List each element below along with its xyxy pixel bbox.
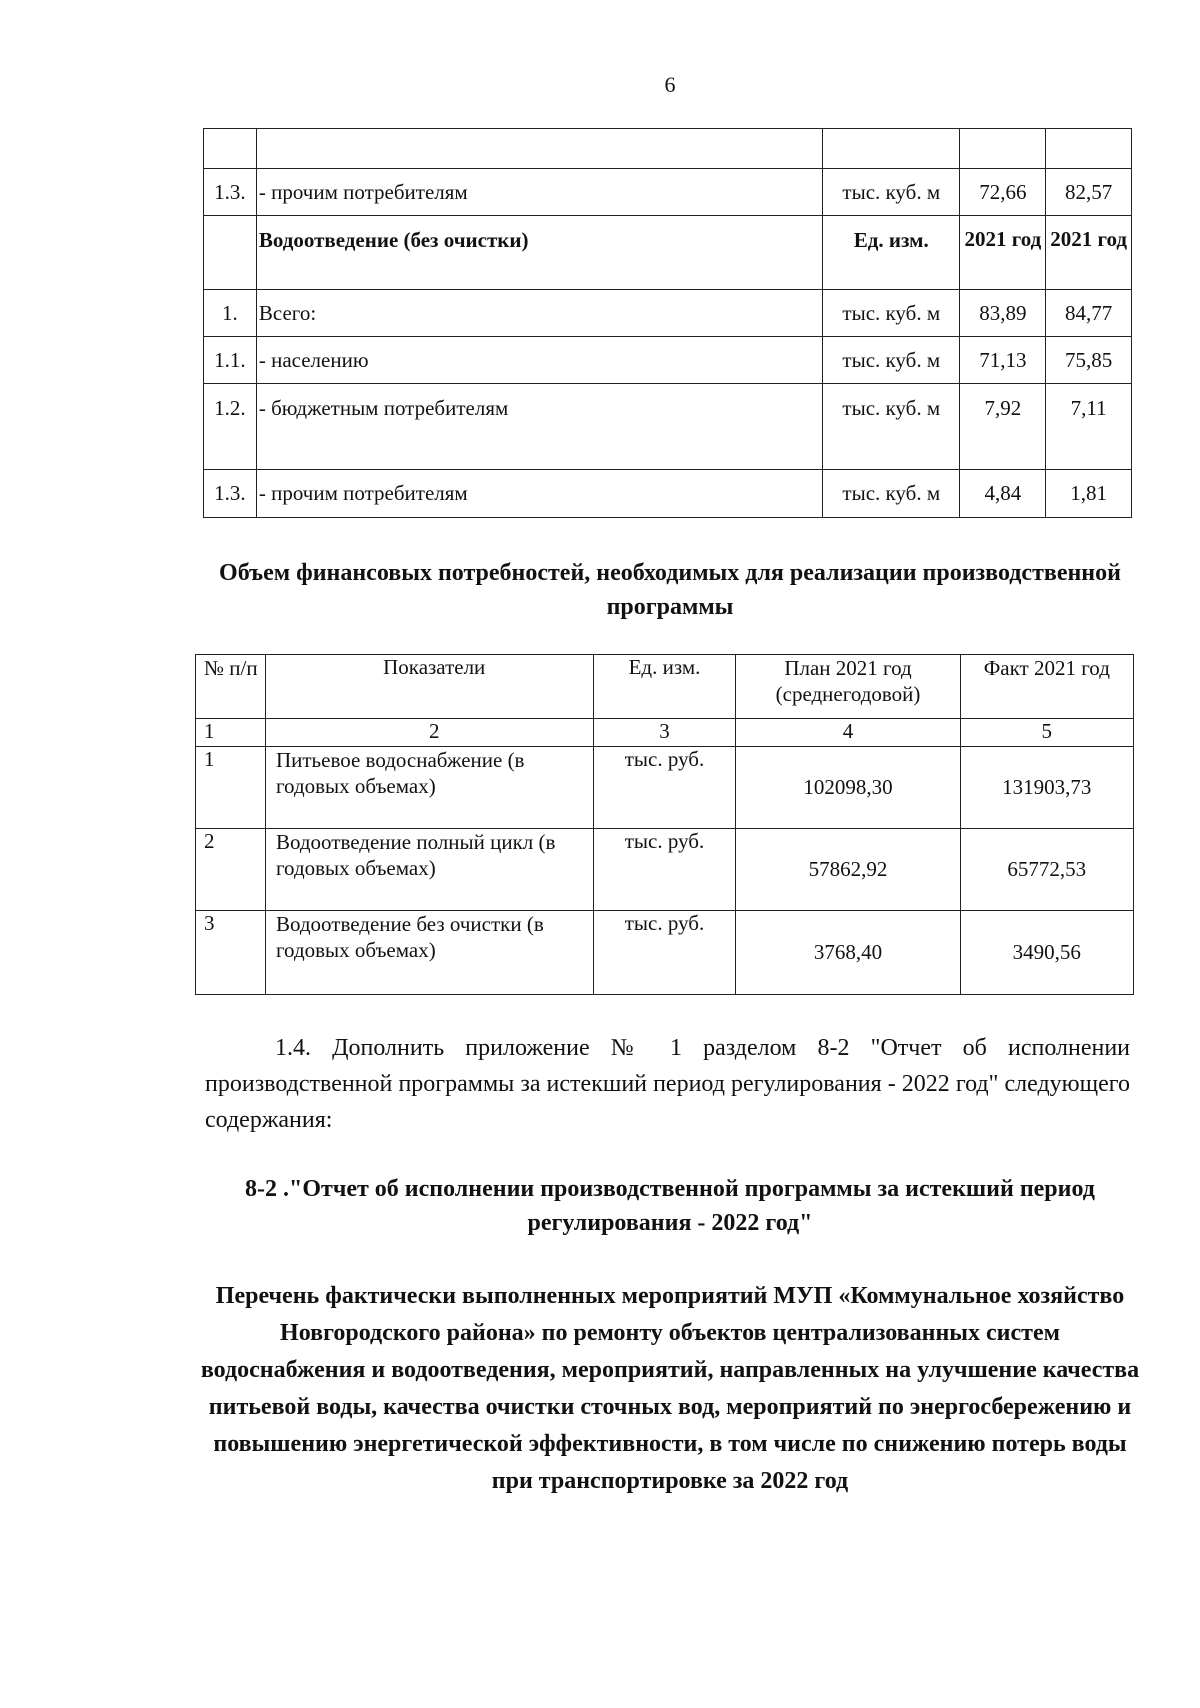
- section-title: Водоотведение (без очистки): [256, 216, 822, 290]
- row-name: - прочим потребителям: [256, 470, 822, 518]
- row-value-fact: 1,81: [1046, 470, 1132, 518]
- row-number: [204, 216, 257, 290]
- header-plan: План 2021 год (среднегодовой): [736, 655, 960, 719]
- table-row: [204, 384, 1132, 470]
- amendment-paragraph: [205, 1030, 1130, 1138]
- unit-header: Ед. изм.: [823, 216, 960, 290]
- table-row: [204, 129, 1132, 169]
- table-row: [204, 337, 1132, 384]
- row-number: 1.3.: [204, 169, 257, 216]
- row-plan-value: 102098,30: [736, 747, 960, 829]
- row-value-fact: 75,85: [1046, 337, 1132, 384]
- row-number: 2: [196, 829, 266, 911]
- amendment-text: 1.4. Дополнить приложение № 1 разделом 8-2 "Отчет об исполнении производственной программы за истекший период регулирования - 2022 год" следующего содержания:: [205, 1035, 1130, 1133]
- column-number: 5: [960, 719, 1133, 747]
- row-name: - прочим потребителям: [256, 169, 822, 216]
- row-number: 3: [196, 911, 266, 995]
- page-number: 6: [664, 72, 676, 97]
- row-value-fact: 84,77: [1046, 290, 1132, 337]
- table-row: [204, 470, 1132, 518]
- row-fact-value: 3490,56: [960, 911, 1133, 995]
- column-number: 1: [196, 719, 266, 747]
- column-number: 3: [593, 719, 736, 747]
- row-name: Водоотведение без очистки (в годовых объемах): [265, 911, 593, 995]
- row-number: 1.3.: [204, 470, 257, 518]
- table-cell: [204, 129, 257, 169]
- column-number-row: [196, 719, 1134, 747]
- row-value-plan: 83,89: [960, 290, 1046, 337]
- row-unit: тыс. руб.: [593, 911, 736, 995]
- section-8-2-heading: 8-2 ."Отчет об исполнении производственной программы за истекший период регулирования - 2022 год": [245, 1176, 1095, 1236]
- table-row: [196, 911, 1134, 995]
- row-value-plan: 72,66: [960, 169, 1046, 216]
- header-unit: Ед. изм.: [593, 655, 736, 719]
- row-value-fact: 82,57: [1046, 169, 1132, 216]
- row-plan-value: 57862,92: [736, 829, 960, 911]
- row-value-plan: 4,84: [960, 470, 1046, 518]
- row-name: Питьевое водоснабжение (в годовых объемах): [265, 747, 593, 829]
- row-name: - бюджетным потребителям: [256, 384, 822, 470]
- table-cell: [1046, 129, 1132, 169]
- header-number: № п/п: [196, 655, 266, 719]
- row-number: 1.: [204, 290, 257, 337]
- column-number: 2: [265, 719, 593, 747]
- row-unit: тыс. куб. м: [823, 290, 960, 337]
- row-value-plan: 7,92: [960, 384, 1046, 470]
- table-cell: [960, 129, 1046, 169]
- row-value-fact: 7,11: [1046, 384, 1132, 470]
- header-fact: Факт 2021 год: [960, 655, 1133, 719]
- row-unit: тыс. куб. м: [823, 169, 960, 216]
- table-row: [196, 829, 1134, 911]
- row-name: - населению: [256, 337, 822, 384]
- row-name: Водоотведение полный цикл (в годовых объемах): [265, 829, 593, 911]
- financial-needs-table: [195, 654, 1134, 995]
- water-disposal-volume-table: [203, 128, 1132, 518]
- row-plan-value: 3768,40: [736, 911, 960, 995]
- table-header-row: [196, 655, 1134, 719]
- table-cell: [823, 129, 960, 169]
- row-unit: тыс. куб. м: [823, 384, 960, 470]
- header-indicators: Показатели: [265, 655, 593, 719]
- row-unit: тыс. куб. м: [823, 337, 960, 384]
- table-row: [204, 290, 1132, 337]
- row-fact-value: 131903,73: [960, 747, 1133, 829]
- row-number: 1.2.: [204, 384, 257, 470]
- table-cell: [256, 129, 822, 169]
- year-header: 2021 год: [960, 216, 1046, 290]
- row-unit: тыс. руб.: [593, 829, 736, 911]
- activities-list-heading: Перечень фактически выполненных мероприятий МУП «Коммунальное хозяйство Новгородского района» по ремонту объектов централизованных систем водоснабжения и водоотведения, мероприятий, направленных на улучшение качества питьевой воды, качества очистки сточных вод, мероприятий по энергосбережению и повышению энергетической эффективности, в том числе по снижению потерь воды при транспортировке за 2022 год: [200, 1283, 1140, 1494]
- row-fact-value: 65772,53: [960, 829, 1133, 911]
- section-header-row: [204, 216, 1132, 290]
- row-unit: тыс. руб.: [593, 747, 736, 829]
- row-number: 1: [196, 747, 266, 829]
- row-unit: тыс. куб. м: [823, 470, 960, 518]
- column-number: 4: [736, 719, 960, 747]
- row-name: Всего:: [256, 290, 822, 337]
- table-row: [196, 747, 1134, 829]
- table-row: [204, 169, 1132, 216]
- row-number: 1.1.: [204, 337, 257, 384]
- row-value-plan: 71,13: [960, 337, 1046, 384]
- financial-needs-heading: Объем финансовых потребностей, необходимых для реализации производственной программы: [219, 560, 1121, 620]
- year-header: 2021 год: [1046, 216, 1132, 290]
